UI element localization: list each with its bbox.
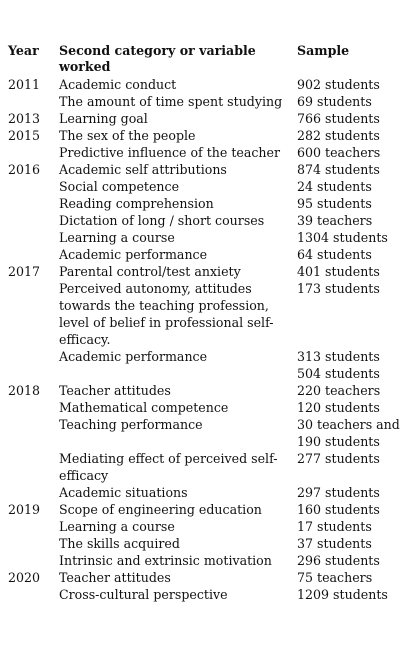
cell-sample: 766 students bbox=[297, 111, 380, 126]
cell-sample: 902 students bbox=[297, 77, 380, 92]
cell-year bbox=[0, 144, 51, 161]
cell-category: Academic performance bbox=[59, 247, 208, 262]
cell-category: Reading comprehension bbox=[59, 196, 214, 211]
cell-category: Predictive influence of the teacher bbox=[59, 145, 281, 160]
cell-category: The sex of the people bbox=[59, 128, 196, 143]
cell-year bbox=[0, 212, 51, 229]
cell-sample: 30 teachers and 190 students bbox=[297, 417, 400, 449]
cell-sample: 173 students bbox=[297, 281, 380, 296]
cell-category: Academic conduct bbox=[59, 77, 177, 92]
cell-sample: 600 teachers bbox=[297, 145, 381, 160]
cell-category: Cross-cultural perspective bbox=[59, 587, 228, 602]
cell-year bbox=[0, 416, 51, 450]
table-row bbox=[0, 195, 400, 212]
cell-year bbox=[0, 484, 51, 501]
cell-year bbox=[0, 195, 51, 212]
cell-category: Intrinsic and extrinsic motivation bbox=[59, 553, 272, 568]
cell-category: Academic performance bbox=[59, 349, 208, 364]
cell-sample: 160 students bbox=[297, 502, 380, 517]
table-row bbox=[0, 484, 400, 501]
cell-year bbox=[0, 518, 51, 535]
cell-category: Academic self attributions bbox=[59, 162, 227, 177]
cell-category: The skills acquired bbox=[59, 536, 180, 551]
table-row bbox=[0, 263, 400, 280]
cell-category: Mediating effect of perceived self-efficacy bbox=[59, 451, 278, 483]
cell-year bbox=[0, 93, 51, 110]
table-row bbox=[0, 535, 400, 552]
table-row bbox=[0, 552, 400, 569]
cell-sample: 75 teachers bbox=[297, 570, 373, 585]
cell-category: Perceived autonomy, attitudes towards the teaching profession, level of belief in professional self-efficacy. bbox=[59, 281, 274, 347]
cell-category: Mathematical competence bbox=[59, 400, 229, 415]
cell-category: Learning goal bbox=[59, 111, 148, 126]
cell-category: Learning a course bbox=[59, 519, 175, 534]
cell-category: Learning a course bbox=[59, 230, 175, 245]
cell-category: Parental control/test anxiety bbox=[59, 264, 241, 279]
cell-sample: 313 students 504 students bbox=[297, 349, 380, 381]
table-row bbox=[0, 416, 400, 450]
cell-category: Social competence bbox=[59, 179, 180, 194]
cell-sample: 120 students bbox=[297, 400, 380, 415]
cell-category: Dictation of long / short courses bbox=[59, 213, 265, 228]
table-row bbox=[0, 212, 400, 229]
cell-sample: 220 teachers bbox=[297, 383, 381, 398]
table-row bbox=[0, 93, 400, 110]
table-row bbox=[0, 110, 400, 127]
cell-category: The amount of time spent studying bbox=[59, 94, 283, 109]
cell-year bbox=[0, 348, 51, 382]
cell-sample: 1209 students bbox=[297, 587, 388, 602]
table-row bbox=[0, 178, 400, 195]
cell-sample: 282 students bbox=[297, 128, 380, 143]
table-row bbox=[0, 586, 400, 603]
table-row bbox=[0, 348, 400, 382]
cell-year bbox=[0, 535, 51, 552]
studies-table bbox=[0, 43, 400, 603]
cell-sample: 296 students bbox=[297, 553, 380, 568]
header-sample: Sample bbox=[297, 43, 350, 58]
cell-year bbox=[0, 586, 51, 603]
table-row bbox=[0, 161, 400, 178]
cell-sample: 277 students bbox=[297, 451, 380, 466]
table-body bbox=[0, 76, 400, 603]
cell-sample: 297 students bbox=[297, 485, 380, 500]
table-row bbox=[0, 382, 400, 399]
cell-sample: 17 students bbox=[297, 519, 372, 534]
cell-year: 2013 bbox=[8, 111, 41, 126]
cell-sample: 39 teachers bbox=[297, 213, 373, 228]
cell-sample: 64 students bbox=[297, 247, 372, 262]
cell-sample: 69 students bbox=[297, 94, 372, 109]
cell-year bbox=[0, 229, 51, 246]
cell-sample: 95 students bbox=[297, 196, 372, 211]
cell-year: 2016 bbox=[8, 162, 41, 177]
table-header-row bbox=[0, 43, 400, 76]
cell-year: 2017 bbox=[8, 264, 41, 279]
cell-category: Teaching performance bbox=[59, 417, 203, 432]
cell-category: Scope of engineering education bbox=[59, 502, 262, 517]
table-row bbox=[0, 280, 400, 348]
table-row bbox=[0, 450, 400, 484]
table-row bbox=[0, 127, 400, 144]
cell-category: Academic situations bbox=[59, 485, 188, 500]
header-year: Year bbox=[8, 43, 39, 58]
cell-year bbox=[0, 246, 51, 263]
cell-sample: 37 students bbox=[297, 536, 372, 551]
cell-sample: 24 students bbox=[297, 179, 372, 194]
table-row bbox=[0, 144, 400, 161]
table-row bbox=[0, 501, 400, 518]
cell-category: Teacher attitudes bbox=[59, 570, 171, 585]
cell-category: Teacher attitudes bbox=[59, 383, 171, 398]
cell-year bbox=[0, 399, 51, 416]
cell-sample: 401 students bbox=[297, 264, 380, 279]
table-row bbox=[0, 76, 400, 93]
cell-year: 2011 bbox=[8, 77, 41, 92]
header-category: Second category or variable worked bbox=[59, 43, 256, 74]
table-row bbox=[0, 399, 400, 416]
cell-year: 2020 bbox=[8, 570, 41, 585]
cell-year: 2019 bbox=[8, 502, 41, 517]
cell-year bbox=[0, 552, 51, 569]
cell-year: 2015 bbox=[8, 128, 41, 143]
cell-sample: 1304 students bbox=[297, 230, 388, 245]
table-row bbox=[0, 229, 400, 246]
cell-year bbox=[0, 450, 51, 484]
table-row bbox=[0, 246, 400, 263]
table-row bbox=[0, 569, 400, 586]
cell-sample: 874 students bbox=[297, 162, 380, 177]
cell-year bbox=[0, 280, 51, 348]
cell-year: 2018 bbox=[8, 383, 41, 398]
cell-year bbox=[0, 178, 51, 195]
table-row bbox=[0, 518, 400, 535]
